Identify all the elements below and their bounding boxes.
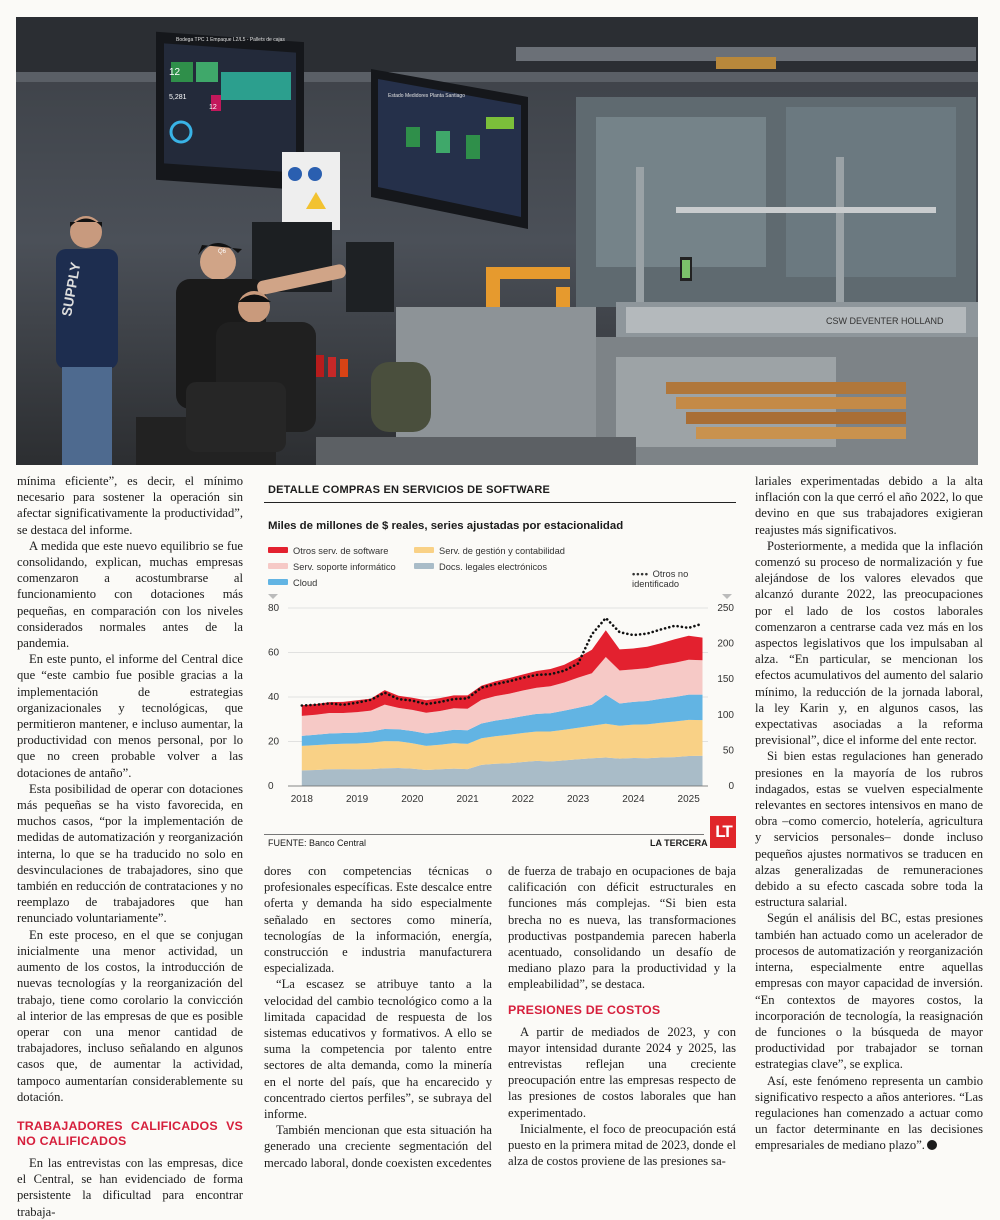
col4-paragraph-2: Posteriormente, a medida que la inflación comenzó su proceso de normalización y fue alejándose de los valores elevados que alcanzó durante 2022, las preocupaciones por el lado de los costos laborales comenzaron a centrarse cada vez más en los aspectos legislativos que los impulsaban al alza. “En particular, se mencionan los efectos acumulativos del aumento del salario mínimo, la reducción de la jornada laboral, la ley Karin y, en algunos casos, las expectativas asociadas a la reforma previsional”, dice el informe del ente rector.	[755, 538, 983, 748]
legend-label: Otros serv. de software	[293, 546, 389, 556]
factory-scene-illustration	[16, 17, 978, 465]
right-tick-label: 100	[717, 709, 734, 721]
col3-paragraph-1: de fuerza de trabajo en ocupaciones de baja calificación con déficit estructurales en funciones más complejas. “Si bien esta brecha no es nueva, las transformaciones productivas postpandemia parecen haberla acentuado, consolidando un desafío de mediano plazo para la productividad y la empleabilidad”, se destaca.	[508, 864, 736, 992]
article-photo	[16, 17, 978, 465]
right-axis-arrow	[722, 594, 732, 599]
cap-print: Q6	[218, 249, 227, 255]
left-axis-arrow	[268, 594, 278, 599]
legend-label: Cloud	[293, 578, 318, 588]
right-tick-label: 250	[717, 603, 734, 614]
x-tick-label: 2023	[567, 794, 590, 805]
chart-bottom-rule	[264, 834, 704, 835]
software-purchases-chart	[264, 478, 736, 856]
x-tick-label: 2021	[456, 794, 479, 805]
x-tick-label: 2018	[290, 794, 313, 805]
left-tick-label: 60	[268, 647, 280, 659]
shirt-print: SUPPLY	[58, 260, 84, 318]
right-tick-label: 0	[728, 781, 734, 792]
dashboard-screen-left	[156, 32, 304, 190]
col1-paragraph-4: Esta posibilidad de operar con dotaciones más pequeñas se ha visto favorecida, en muchos casos, “por la implementación de medidas de automatización y reorganización interna, lo que se ha traducido no solo en desvinculaciones de trabajadores, sino que también en reducción de contrataciones y no reemplazo de trabajadores que han renunciado voluntariamente”.	[17, 781, 243, 926]
col1-paragraph-2: A medida que este nuevo equilibrio se fue consolidando, explican, muchas empresas comenzaron a acostumbrarse al funcionamiento con dotaciones más pequeñas, en comparación con los niveles considerados normales antes de la pandemia.	[17, 538, 243, 651]
col3-paragraph-3: Inicialmente, el foco de preocupación está puesto en la primera mitad de 2023, donde el alza de costos proviene de las presiones sa-	[508, 1121, 736, 1169]
screen-left-value-1: 12	[169, 67, 181, 78]
screen-left-value-3: 12	[209, 104, 217, 111]
article-column-1	[17, 473, 243, 1220]
legend-label: Serv. de gestión y contabilidad	[439, 546, 565, 556]
x-tick-label: 2025	[677, 794, 700, 805]
article-column-3	[508, 863, 736, 1169]
legend-label: Serv. soporte informático	[293, 562, 396, 572]
right-tick-label: 50	[722, 745, 734, 757]
x-tick-label: 2024	[622, 794, 645, 805]
left-tick-label: 20	[268, 736, 280, 748]
article-column-4	[755, 473, 983, 1154]
screen-right-title: Estado Medidores Planta Santiago	[388, 93, 465, 99]
chart-subtitle: Miles de millones de $ reales, series ajustadas por estacionalidad	[268, 520, 624, 532]
right-tick-label: 200	[717, 638, 734, 650]
article-column-2	[264, 863, 492, 1171]
section-heading-calificados: TRABAJADORES CALIFICADOS VS NO CALIFICADOS	[17, 1118, 243, 1148]
screen-left-value-2: 5,281	[169, 94, 187, 101]
col2-paragraph-1: dores con competencias técnicas o profesionales específicas. Este descalce entre oferta y demanda ha sido especialmente señalado en sectores como minería, tecnologías de la información, energía, construcción e industria manufacturera especializada.	[264, 864, 492, 976]
col4-paragraph-1: lariales experimentadas debido a la alta inflación con la que cerró el año 2022, lo que devino en que sus trabajadores exigieran reajustes más significativos.	[755, 474, 984, 537]
end-of-article-icon	[927, 1140, 937, 1150]
col4-paragraph-5	[755, 1073, 983, 1154]
col2-paragraph-2: “La escasez se atribuye tanto a la velocidad del cambio tecnológico como a la limitada capacidad de respuesta de los sistemas educativos y formativos. A ello se suma la competencia por talento entre sectores de alta demanda, como la minería en el norte del país, que ha encarecido y concentrado ciertos perfiles”, se subraya del informe.	[264, 977, 492, 1122]
legend-label: Docs. legales electrónicos	[439, 562, 547, 572]
col4-paragraph-3: Si bien estas regulaciones han generado presiones en la mayoría de los rubros indagados, estas se vuelven especialmente relevantes en sectores intensivos en mano de obra –como comercio, hotelería, agricultura y servicios personales– donde incluso pequeños ajustes normativos se traducen en alzas generalizadas de remuneraciones debido a su efecto cascada sobre toda la estructura salarial.	[755, 749, 983, 910]
left-tick-label: 80	[268, 603, 280, 614]
section-heading-presiones: PRESIONES DE COSTOS	[508, 1002, 661, 1017]
col1-paragraph-3: En este punto, el informe del Central dice que “este cambio fue posible gracias a la implementación de estrategias organizacionales y tecnológicas, que permitieron mantener, e incluso aumentar, la productividad con menos personal, por lo que no creen probable volver a las dotaciones de antaño”.	[17, 652, 243, 780]
col1-paragraph-6: En las entrevistas con las empresas, dice el Central, se han evidenciado de forma persistente la dificultad para encontrar trabaja-	[17, 1155, 243, 1219]
col1-paragraph-1: mínima eficiente”, es decir, el mínimo necesario para sostener la operación sin afectar significativamente la productividad”, se destaca del informe.	[17, 474, 243, 537]
col2-paragraph-3: También mencionan que esta situación ha generado una creciente segmentación del mercado laboral, donde coexisten excedentes	[264, 1123, 492, 1170]
right-tick-label: 150	[717, 674, 734, 686]
col1-paragraph-5: En este proceso, en el que se conjugan inicialmente una menor actividad, un aumento de los costos, la introducción de nuevas tecnologías y la reorganización del trabajo, tiene como corolario la convicción al interior de las empresas de que es posible operar con una menor cantidad de trabajadores, incluso señalando en algunos casos que, de aumentar la actividad, tampoco aumentarían considerablemente su dotación.	[17, 927, 243, 1104]
col4-paragraph-5-text: Así, este fenómeno representa un cambio significativo respecto a años anteriores. “Las regulaciones han comenzado a actuar como un factor determinante en las decisiones empresariales de mediano plazo”.	[755, 1073, 983, 1153]
left-tick-label: 40	[268, 692, 280, 703]
machine-label: CSW DEVENTER HOLLAND	[826, 316, 944, 326]
legend-label: Otros no identificado	[632, 569, 689, 589]
brand-logo: LT	[710, 816, 736, 848]
left-tick-label: 0	[268, 781, 274, 792]
chart-plot	[264, 478, 736, 856]
x-tick-label: 2019	[345, 794, 369, 805]
x-tick-label: 2020	[401, 794, 424, 805]
x-tick-label: 2022	[511, 794, 534, 805]
legend-no-identificado: •••• Otros no identificado	[632, 569, 689, 589]
col4-paragraph-4: Según el análisis del BC, estas presiones también han actuado como un acelerador de procesos de automatización y reorganización interna, especialmente entre aquellas empresas con mayor capacidad de inversión. “En contextos de mayores costos, la incorporación de tecnología, la reasignación de funciones o la búsqueda de mayor productividad por trabajador se tornan estrategias clave”, se explica.	[755, 911, 983, 1072]
screen-left-title: Bodega TPC 1 Empaque L2/L5 - Pallets de cajas	[176, 37, 285, 43]
chart-title: DETALLE COMPRAS EN SERVICIOS DE SOFTWARE	[268, 484, 551, 496]
col3-paragraph-2: A partir de mediados de 2023, y con mayor intensidad durante 2024 y 2025, las entrevistas reflejan una creciente preocupación entre las empresas respecto de las presiones de costos laborales que han experimentado.	[508, 1024, 736, 1120]
chart-source: FUENTE: Banco Central	[268, 838, 367, 848]
chart-brand: LA TERCERA	[650, 838, 708, 848]
